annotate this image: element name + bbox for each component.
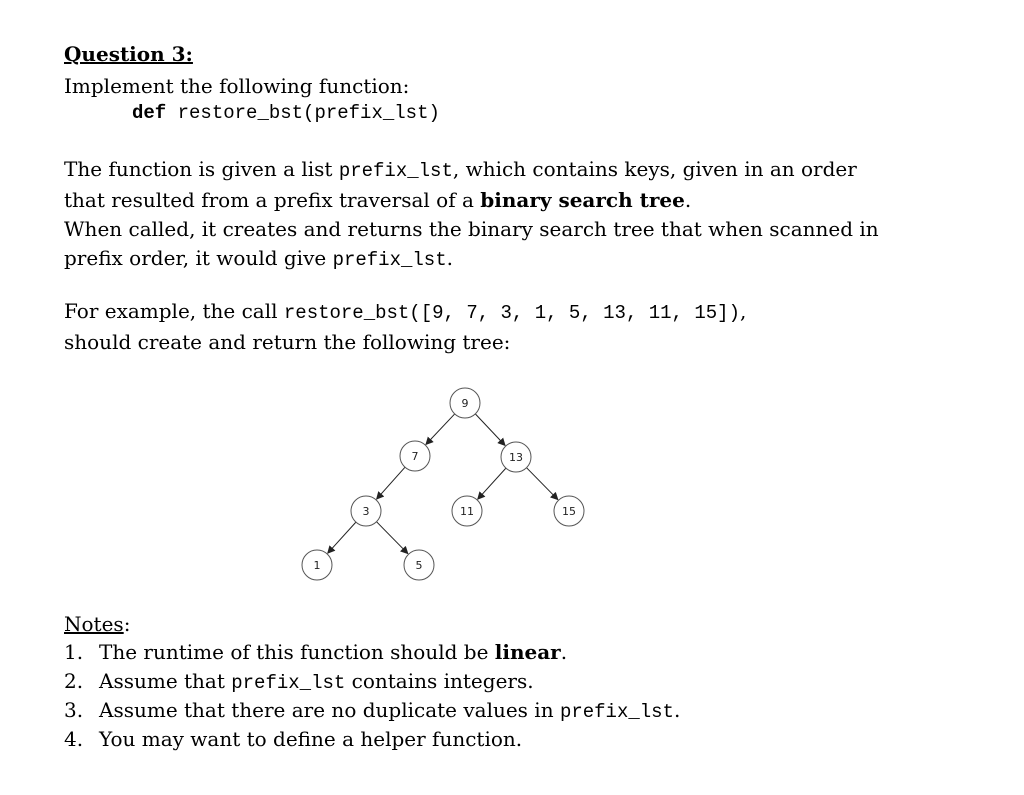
notes-list: [64, 638, 680, 754]
question-intro: Implement the following function:: [64, 74, 410, 98]
note-text: The runtime of this function should be: [99, 640, 495, 664]
function-call: restore_bst(prefix_lst): [177, 102, 440, 124]
tree-node-label: 15: [562, 505, 576, 518]
note-item: [64, 667, 680, 696]
tree-node-label: 11: [460, 505, 474, 518]
example-line-1: [64, 297, 944, 328]
tree-node-7: [400, 441, 430, 471]
inline-code: prefix_lst: [332, 249, 447, 271]
tree-edge-7-3: [377, 467, 405, 499]
inline-code: prefix_lst: [338, 160, 453, 182]
tree-node-label: 3: [362, 505, 370, 518]
note-text: contains integers.: [345, 669, 534, 693]
description-text: The function is given a list: [64, 157, 339, 181]
description-line-1: [64, 155, 944, 186]
tree-edge-9-13: [475, 414, 505, 445]
note-text: You may want to define a helper function.: [99, 727, 523, 751]
notes-title-colon: :: [123, 612, 131, 636]
note-item: [64, 725, 680, 754]
note-number: 2.: [64, 669, 84, 693]
def-keyword: def: [132, 102, 167, 124]
description-text: .: [446, 246, 453, 270]
description-line-4: [64, 244, 944, 275]
tree-node-label: 1: [313, 559, 321, 572]
tree-node-13: [501, 442, 531, 472]
tree-edge-13-15: [527, 468, 558, 500]
tree-edge-9-7: [426, 414, 455, 444]
description-text: .: [684, 188, 692, 212]
bold-term: binary search tree: [480, 188, 685, 212]
tree-node-3: [351, 496, 381, 526]
note-text: .: [560, 640, 568, 664]
note-item: [64, 638, 680, 667]
notes-title-text: Notes: [64, 612, 124, 636]
note-text: Assume that there are no duplicate values in: [99, 698, 560, 722]
note-number: 4.: [64, 727, 84, 751]
description-text: prefix order, it would give: [64, 246, 333, 270]
note-bold: linear: [494, 640, 561, 664]
tree-edge-13-11: [478, 468, 506, 499]
description-line-3: When called, it creates and returns the binary search tree that when scanned in: [64, 217, 879, 241]
tree-node-label: 13: [509, 451, 523, 464]
example-code: restore_bst([9, 7, 3, 1, 5, 13, 11, 15]): [283, 302, 740, 324]
example-text: ,: [739, 299, 747, 323]
note-text: Assume that: [99, 669, 232, 693]
tree-node-15: [554, 496, 584, 526]
description-text: , which contains keys, given in an order: [452, 157, 857, 181]
tree-node-11: [452, 496, 482, 526]
tree-node-1: [302, 550, 332, 580]
binary-search-tree-diagram: [280, 380, 600, 590]
tree-node-label: 9: [461, 397, 469, 410]
description-line-2: [64, 186, 944, 215]
note-text: .: [673, 698, 681, 722]
description-paragraph: [64, 155, 944, 275]
note-number: 3.: [64, 698, 84, 722]
note-code: prefix_lst: [559, 701, 674, 723]
tree-node-9: [450, 388, 480, 418]
question-heading: Question 3:: [64, 42, 193, 66]
tree-node-label: 5: [415, 559, 423, 572]
note-item: [64, 696, 680, 725]
tree-edge-3-5: [377, 522, 408, 554]
note-code: prefix_lst: [231, 672, 346, 694]
example-paragraph: [64, 297, 944, 357]
notes-title: [64, 610, 130, 638]
tree-node-5: [404, 550, 434, 580]
example-line-2: should create and return the following tree:: [64, 330, 511, 354]
note-number: 1.: [64, 640, 84, 664]
tree-edge-3-1: [328, 522, 356, 553]
function-signature: [132, 100, 440, 126]
tree-node-label: 7: [411, 450, 419, 463]
description-text: that resulted from a prefix traversal of a: [64, 188, 481, 212]
example-text: For example, the call: [64, 299, 284, 323]
